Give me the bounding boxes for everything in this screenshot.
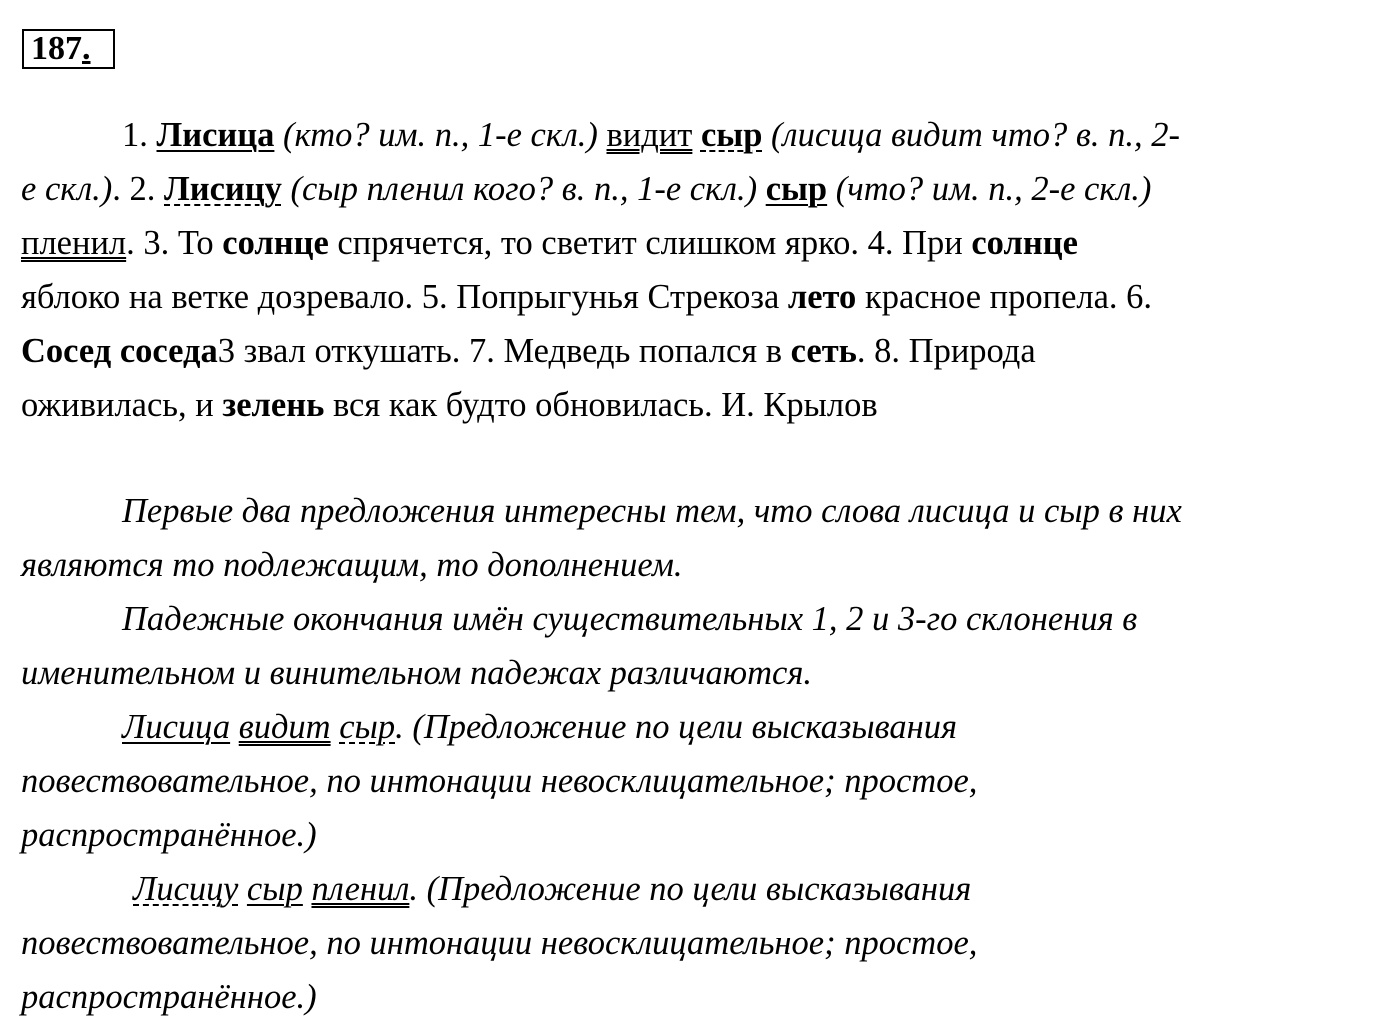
case-question: (сыр пленил кого? в. п., 1-е скл.) bbox=[281, 170, 766, 208]
case-question: (что? им. п., 2-е скл.) bbox=[827, 170, 1152, 208]
text-line-3: пленил. 3. То солнце спрячется, то светит слишком ярко. 4. При солнце bbox=[21, 224, 1078, 262]
text-line-2 bbox=[21, 162, 1366, 216]
sentence-number: 1. bbox=[122, 116, 157, 154]
commentary-line-4: именительном и винительном падежах различаются. bbox=[21, 654, 812, 692]
bold-word: солнце bbox=[971, 224, 1078, 262]
object-word: сыр bbox=[339, 708, 396, 746]
object-word: Лисицу bbox=[164, 170, 282, 208]
commentary-line-2: являются то подлежащим, то дополнением. bbox=[21, 546, 683, 584]
case-question: е скл.) bbox=[21, 170, 113, 208]
subject-word: Лисица bbox=[156, 116, 275, 154]
parsed-sentence-2: Лисицу сыр пленил. (Предложение по цели высказывания bbox=[133, 870, 972, 908]
bold-word: зелень bbox=[222, 386, 325, 424]
case-question: (кто? им. п., 1-е скл.) bbox=[274, 116, 607, 154]
bold-word: солнце bbox=[222, 224, 329, 262]
object-word: Лисицу bbox=[133, 870, 239, 908]
exercise-sentences bbox=[21, 108, 1366, 432]
exercise-number: 187 bbox=[31, 30, 82, 67]
text-line-4: яблоко на ветке дозревало. 5. Попрыгунья Стрекоза лето красное пропела. 6. bbox=[21, 278, 1153, 316]
subject-word: сыр bbox=[765, 170, 828, 208]
text-line-1 bbox=[21, 108, 1366, 162]
bold-word: Сосед соседа bbox=[21, 332, 218, 370]
sentence-number: . 2. bbox=[112, 170, 164, 208]
text-line-5: Сосед соседа3 звал откушать. 7. Медведь попался в сеть. 8. Природа bbox=[21, 332, 1036, 370]
predicate-word: пленил bbox=[21, 224, 127, 262]
commentary-line-3: Падежные окончания имён существительных 1, 2 и 3-го склонения в bbox=[122, 600, 1138, 638]
commentary-line-10: распространённое.) bbox=[21, 978, 317, 1016]
subject-word: сыр bbox=[246, 870, 303, 908]
bold-word: сеть bbox=[790, 332, 857, 370]
case-question: (лисица видит что? в. п., 2- bbox=[762, 116, 1180, 154]
commentary-line-7: распространённое.) bbox=[21, 816, 317, 854]
commentary-line-1: Первые два предложения интересны тем, что слова лисица и сыр в них bbox=[122, 492, 1182, 530]
commentary-line-9: повествовательное, по интонации невосклицательное; простое, bbox=[21, 924, 978, 962]
exercise-commentary bbox=[21, 484, 1366, 1024]
exercise-number-dot: . bbox=[82, 30, 91, 67]
commentary-line-6: повествовательное, по интонации невосклицательное; простое, bbox=[21, 762, 978, 800]
subject-word: Лисица bbox=[122, 708, 231, 746]
object-word: сыр bbox=[700, 116, 763, 154]
predicate-word: видит bbox=[238, 708, 331, 746]
predicate-word: видит bbox=[606, 116, 693, 154]
predicate-word: пленил bbox=[311, 870, 410, 908]
bold-word: лето bbox=[787, 278, 857, 316]
exercise-number-box bbox=[22, 29, 115, 69]
text-line-6: оживилась, и зелень вся как будто обновилась. И. Крылов bbox=[21, 386, 878, 424]
parsed-sentence-1: Лисица видит сыр. (Предложение по цели высказывания bbox=[122, 708, 958, 746]
